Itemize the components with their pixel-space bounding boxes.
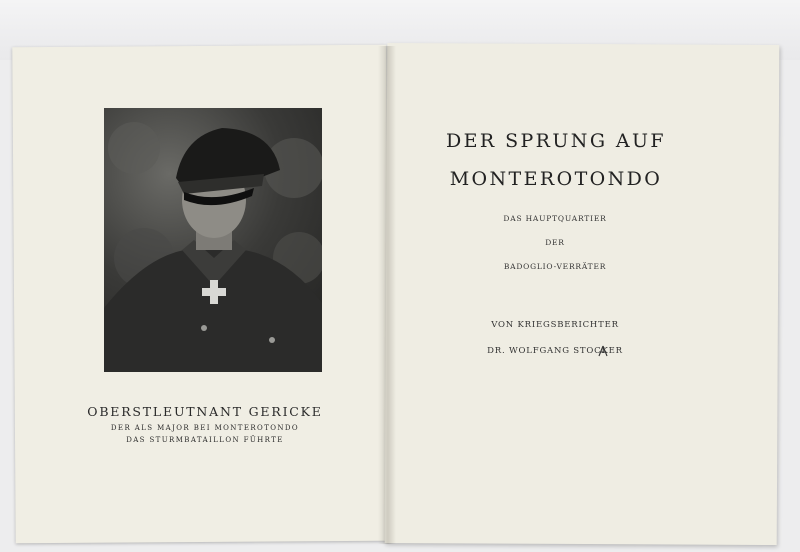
subtitle-line-3: BADOGLIO-VERRÄTER xyxy=(503,262,607,271)
book-title-line-2: MONTEROTONDO xyxy=(449,168,663,190)
right-page xyxy=(385,43,780,545)
subtitle-line-1: DAS HAUPTQUARTIER xyxy=(503,214,607,223)
author-name: DR. WOLFGANG STOCKER xyxy=(487,346,623,356)
portrait-photo xyxy=(104,108,322,372)
book-title-line-1: DER SPRUNG AUF xyxy=(446,130,666,152)
caption-line-2: DAS STURMBATAILLON FÜHRTE xyxy=(126,436,284,444)
caption-line-1: DER ALS MAJOR BEI MONTEROTONDO xyxy=(110,424,300,432)
subtitle-line-2: DER xyxy=(545,238,565,247)
author-intro: VON KRIEGSBERICHTER xyxy=(491,320,619,330)
rune-symbol-icon xyxy=(598,345,608,357)
caption-name: OBERSTLEUTNANT GERICKE xyxy=(87,404,323,419)
book-gutter xyxy=(378,46,396,544)
